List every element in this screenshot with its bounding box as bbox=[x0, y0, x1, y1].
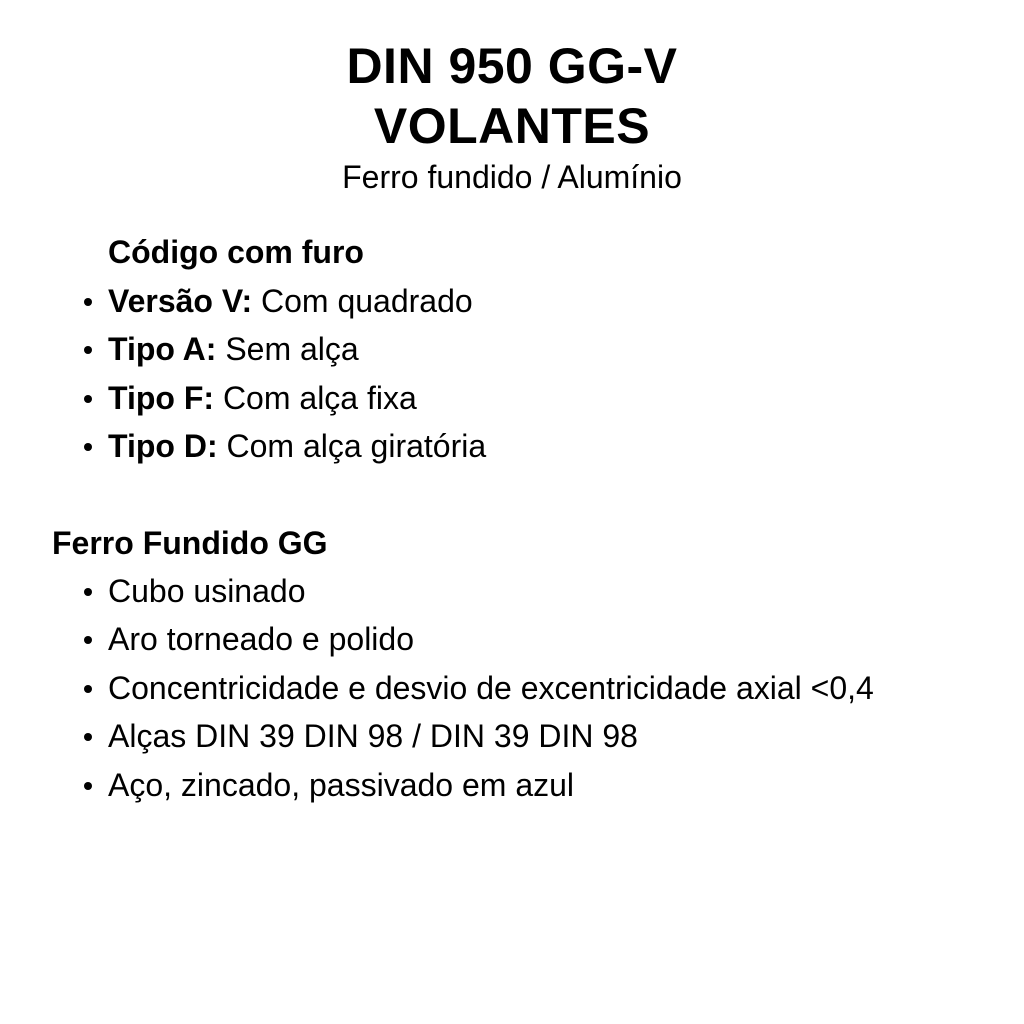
item-text: Com quadrado bbox=[260, 283, 473, 319]
list-item bbox=[108, 374, 486, 422]
item-text: Com alça giratória bbox=[226, 428, 487, 465]
codes-list bbox=[108, 277, 486, 471]
list-item bbox=[108, 422, 486, 470]
list-item bbox=[108, 325, 486, 373]
list-item: Cubo usinado bbox=[108, 567, 874, 615]
document-header bbox=[0, 36, 1024, 196]
item-label: Tipo A: bbox=[108, 331, 217, 368]
list-item: Alças DIN 39 DIN 98 / DIN 39 DIN 98 bbox=[108, 712, 874, 760]
list-item: Aço, zincado, passivado em azul bbox=[108, 761, 874, 809]
cast-iron-heading: Ferro Fundido GG bbox=[52, 525, 328, 561]
item-label: Tipo F: bbox=[108, 379, 215, 416]
codes-heading: Código com furo bbox=[108, 234, 364, 270]
title-line-1: DIN 950 GG-V bbox=[346, 38, 678, 94]
item-label: Versão V: bbox=[108, 283, 253, 319]
item-label: Tipo D: bbox=[108, 428, 218, 465]
list-item: Aro torneado e polido bbox=[108, 615, 874, 663]
cast-iron-list bbox=[108, 567, 874, 809]
item-text: Com alça fixa bbox=[222, 379, 417, 416]
list-item: Concentricidade e desvio de excentricidade axial <0,4 bbox=[108, 664, 874, 712]
item-text: Sem alça bbox=[225, 331, 359, 368]
subtitle: Ferro fundido / Alumínio bbox=[342, 159, 682, 195]
title-line-2: VOLANTES bbox=[373, 98, 651, 154]
list-item bbox=[108, 277, 486, 325]
